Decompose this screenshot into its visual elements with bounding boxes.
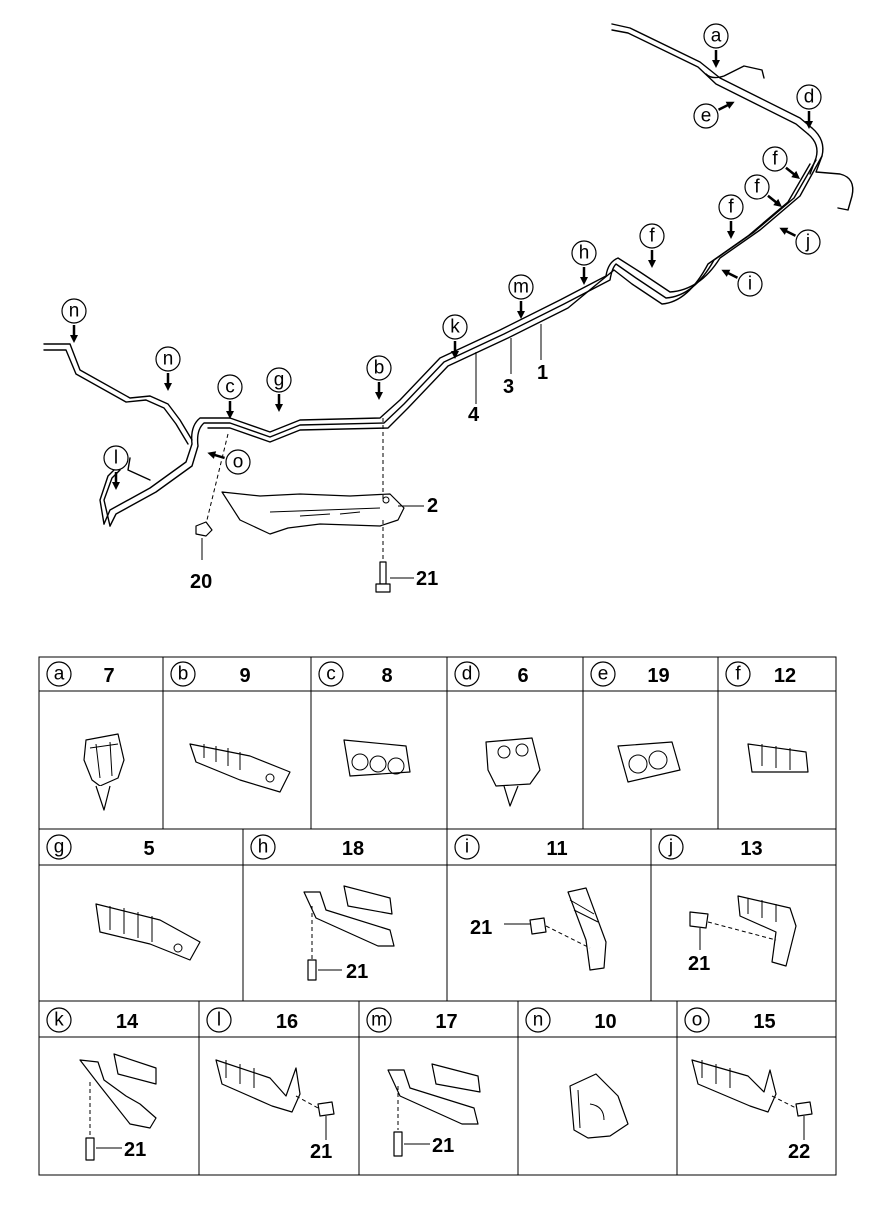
svg-text:g: g: [273, 369, 285, 391]
legend-part-number: 7: [103, 665, 115, 687]
clip-part-8: [344, 740, 410, 776]
callout-a: [704, 24, 728, 68]
legend-cell-k: [47, 1008, 139, 1033]
legend-part-number: 6: [517, 665, 529, 687]
part-number-3: 3: [503, 376, 515, 398]
legend-cell-a: [47, 662, 115, 687]
callout-f: [640, 224, 664, 268]
legend-cell-h: [251, 835, 364, 860]
bolt-label-i: 21: [470, 917, 493, 939]
bolt-label-h: 21: [346, 961, 369, 983]
callout-f: [763, 147, 800, 179]
legend-letter: e: [597, 663, 609, 685]
callout-g: [267, 368, 291, 412]
svg-text:c: c: [225, 376, 235, 398]
legend-letter: i: [464, 836, 470, 858]
legend-letter: h: [257, 836, 269, 858]
callout-j: [779, 228, 820, 254]
svg-text:f: f: [728, 196, 734, 218]
legend-cell-g: [47, 835, 155, 860]
legend-part-number: 18: [341, 838, 365, 860]
clip-part-12: [748, 744, 808, 772]
part-number-21: 21: [416, 568, 439, 590]
legend-part-number: 14: [115, 1011, 139, 1033]
legend-letter: d: [461, 663, 473, 685]
svg-text:l: l: [113, 447, 119, 469]
callout-f: [719, 195, 743, 239]
svg-text:e: e: [700, 105, 712, 127]
part-number-20: 20: [190, 571, 213, 593]
svg-text:k: k: [450, 316, 460, 338]
legend-part-number: 13: [740, 838, 763, 860]
svg-text:i: i: [747, 273, 753, 295]
bolt-label-k: 21: [124, 1139, 147, 1161]
callout-i: [721, 270, 762, 296]
clip-part-11: [470, 888, 606, 970]
legend-part-number: 9: [239, 665, 251, 687]
legend-letter: m: [371, 1009, 387, 1031]
callout-b: [367, 356, 391, 400]
svg-text:f: f: [649, 225, 655, 247]
legend-cell-d: [455, 662, 529, 687]
clip-part-16: [216, 1060, 334, 1163]
clip-part-15: [692, 1060, 812, 1163]
legend-part-number: 12: [773, 665, 797, 687]
callout-l: [104, 446, 128, 490]
bolt-label-j: 21: [688, 953, 711, 975]
part-number-4: 4: [468, 404, 480, 426]
bolt-label-m: 21: [432, 1135, 455, 1157]
callout-c: [218, 375, 242, 419]
legend-letter: n: [532, 1009, 544, 1031]
legend-part-number: 16: [275, 1011, 299, 1033]
clip-part-18: [304, 886, 394, 983]
legend-letter: k: [54, 1009, 64, 1031]
legend-letter: j: [668, 836, 674, 858]
legend-letter: f: [735, 663, 741, 685]
bracket-part-2: [222, 492, 404, 534]
legend-letter: b: [177, 663, 189, 685]
svg-text:m: m: [513, 276, 529, 298]
clip-part-13: [688, 896, 796, 975]
bolt-label-l: 21: [310, 1141, 333, 1163]
clip-part-6: [486, 738, 540, 806]
grommet-part-20: [196, 522, 212, 560]
callout-o: [207, 450, 250, 474]
svg-text:f: f: [772, 148, 778, 170]
legend-part-number: 10: [594, 1011, 617, 1033]
part-number-1: 1: [537, 362, 549, 384]
clip-drawings: [80, 734, 812, 1163]
svg-text:f: f: [754, 176, 760, 198]
callout-labels: [62, 24, 821, 490]
callout-h: [572, 241, 596, 285]
svg-text:j: j: [805, 231, 811, 253]
svg-text:o: o: [232, 451, 244, 473]
svg-text:b: b: [373, 357, 385, 379]
clip-part-9: [190, 744, 290, 792]
legend-letter: c: [326, 663, 336, 685]
legend-cell-n: [526, 1008, 617, 1033]
svg-text:n: n: [162, 348, 174, 370]
callout-f: [745, 175, 782, 207]
legend-cell-f: [726, 662, 796, 687]
clip-part-10: [570, 1074, 628, 1138]
legend-cell-o: [685, 1008, 776, 1033]
legend-cell-i: [455, 835, 568, 860]
callout-n: [62, 299, 86, 343]
legend-part-number: 17: [435, 1011, 458, 1033]
clip-part-14: [80, 1054, 156, 1161]
legend-letter: a: [53, 663, 65, 685]
bolt-part-21: [376, 562, 414, 592]
legend-letter: o: [691, 1009, 703, 1031]
legend-cell-c: [319, 662, 393, 687]
clip-part-5: [96, 904, 200, 960]
svg-text:h: h: [578, 242, 590, 264]
part-number-2: 2: [427, 495, 439, 517]
legend-part-number: 5: [143, 838, 155, 860]
clip-part-19: [618, 742, 680, 782]
clip-part-17: [388, 1064, 480, 1157]
legend-part-number: 15: [753, 1011, 776, 1033]
svg-text:d: d: [803, 86, 815, 108]
callout-e: [694, 102, 735, 128]
legend-cell-m: [367, 1008, 458, 1033]
legend-cells: [47, 662, 796, 1033]
legend-cell-j: [659, 835, 763, 860]
svg-text:n: n: [68, 300, 80, 322]
legend-part-number: 8: [381, 665, 393, 687]
svg-text:a: a: [710, 25, 722, 47]
callout-m: [509, 275, 533, 319]
callout-d: [797, 85, 821, 129]
legend-cell-l: [207, 1008, 298, 1033]
bolt-label-o: 22: [788, 1141, 811, 1163]
legend-letter: g: [53, 836, 65, 858]
clip-part-7: [84, 734, 124, 810]
legend-part-number: 11: [546, 838, 568, 860]
legend-part-number: 19: [647, 665, 670, 687]
callout-n: [156, 347, 180, 391]
legend-letter: l: [216, 1009, 222, 1031]
legend-cell-e: [591, 662, 670, 687]
legend-cell-b: [171, 662, 251, 687]
